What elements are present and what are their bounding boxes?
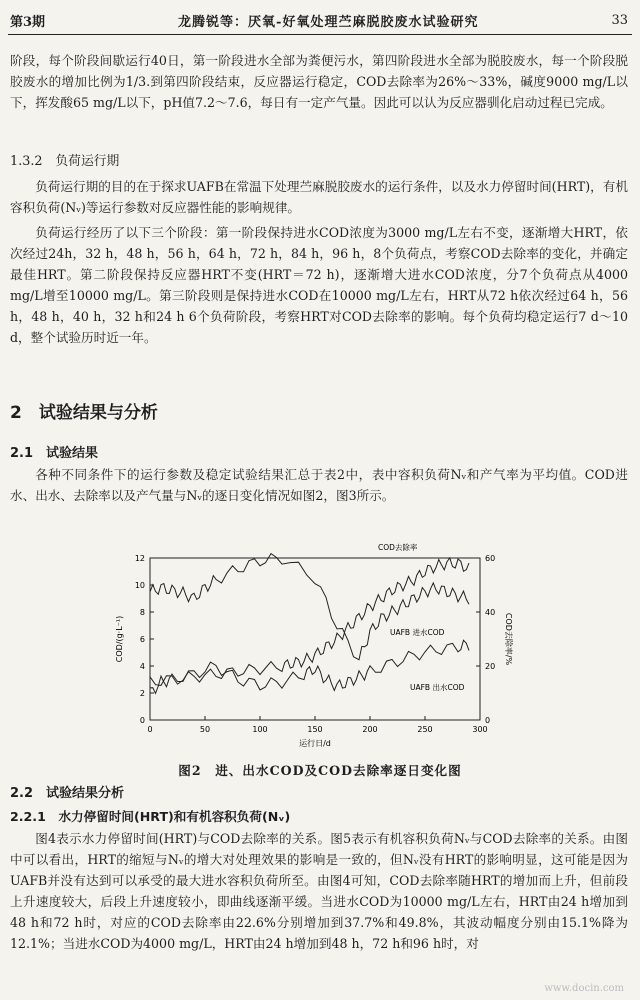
figure-2-chart: [110, 540, 530, 760]
y2-axis-label: COD去除率/%: [504, 612, 513, 666]
y-tick-label: 8: [139, 608, 145, 617]
section-2-2-1-heading: 2.2.1 水力停留时间(HRT)和有机容积负荷(Nᵥ): [10, 809, 291, 824]
y-tick-label: 4: [139, 662, 145, 671]
y-tick-label: 10: [134, 581, 145, 590]
figure-2-caption: 图2 进、出水COD及COD去除率逐日变化图: [178, 763, 462, 778]
series-influent-cod: [150, 554, 469, 660]
y-tick-label: 12: [134, 554, 145, 563]
x-tick-label: 100: [252, 725, 268, 734]
header-rule: [8, 34, 632, 35]
plot-frame: [150, 558, 480, 720]
y-tick-label: 0: [139, 716, 145, 725]
series-effluent-cod-label: UAFB 出水COD: [410, 683, 465, 692]
paragraph-load-stages: 负荷运行经历了以下三个阶段：第一阶段保持进水COD浓度为3000 mg/L左右不变，逐渐增大HRT，依次经过24h，32 h，48 h，56 h，64 h，72 h，84 h，96 h，8个负荷点，考察COD去除率的变化，并确定最佳HRT。第二阶段保持反应器HRT不变(HRT＝72 h)，逐渐增大进水COD浓度，分7个负荷点从4000 mg/L增至10000 mg/L。第三阶段则是保持进水COD在10000 mg/L左右，HRT从72 h依次经过64 h，56 h，48 h，40 h，32 h和24 h 6个负荷阶段，考察HRT对COD去除率的影响。每个负荷均稳定运行7 d～10 d，整个试验历时近一年。: [10, 225, 628, 345]
watermark: www.docin.com: [544, 983, 624, 994]
y2-tick-label: 0: [485, 716, 491, 725]
issue-number: 第3期: [10, 14, 46, 30]
section-1-3-2-heading: 1.3.2 负荷运行期: [10, 154, 120, 169]
running-header: [10, 6, 628, 34]
x-tick-label: 250: [417, 725, 433, 734]
x-tick-label: 150: [307, 725, 323, 734]
series-influent-cod-label: UAFB 进水COD: [390, 628, 445, 637]
y2-tick-label: 60: [485, 554, 496, 563]
paragraph-results-summary: 各种不同条件下的运行参数及稳定试验结果汇总于表2中，表中容积负荷Nᵥ和产气率为平均值。COD进水、出水、去除率以及产气量与Nᵥ的逐日变化情况如图2，图3所示。: [10, 467, 628, 503]
y2-tick-label: 20: [485, 662, 496, 671]
paragraph-load-purpose: 负荷运行期的目的在于探求UAFB在常温下处理苎麻脱胶废水的运行条件，以及水力停留时间(HRT)，有机容积负荷(Nᵥ)等运行参数对反应器性能的影响规律。: [10, 179, 628, 215]
x-tick-label: 300: [472, 725, 488, 734]
y2-tick-label: 40: [485, 608, 496, 617]
x-axis-label: 运行日/d: [299, 739, 331, 748]
x-tick-label: 50: [199, 725, 211, 734]
x-tick-label: 200: [362, 725, 378, 734]
section-2-1-heading: 2.1 试验结果: [10, 446, 99, 461]
x-tick-label: 0: [147, 725, 153, 734]
paragraph-hrt-analysis: 图4表示水力停留时间(HRT)与COD去除率的关系。图5表示有机容积负荷Nᵥ与COD去除率的关系。由图中可以看出，HRT的缩短与Nᵥ的增大对处理效果的影响是一致的，但Nᵥ没有HRT的影响明显，这可能是因为UAFB并没有达到可以承受的最大进水容积负荷所至。由图4可知，COD去除率随HRT的增加而上升，但前段上升速度较大，后段上升速度较小，即曲线逐渐平缓。当进水COD为10000 mg/L左右，HRT由24 h增加到48 h和72 h时，对应的COD去除率由22.6%分别增加到37.7%和49.8%，其波动幅度分别由15.1%降为12.1%；当进水COD为4000 mg/L，HRT由24 h增加到48 h，72 h和96 h时，对: [10, 831, 628, 951]
page-number: 33: [611, 12, 628, 28]
y-tick-label: 2: [139, 689, 145, 698]
y-axis-label: COD/(g·L⁻¹): [115, 615, 124, 663]
paragraph-startup-end: 阶段，每个阶段间歇运行40日，第一阶段进水全部为粪便污水，第四阶段进水全部为脱胶废水，每一个阶段脱胶废水的增加比例为1/3.到第四阶段结束，反应器运行稳定，COD去除率为26%～33%，碱度9000 mg/L以下，挥发酸65 mg/L以下，pH值7.2～7.6，每日有一定产气量。因此可以认为反应器驯化启动过程已完成。: [10, 53, 628, 110]
running-title: 龙腾锐等：厌氧-好氧处理苎麻脱胶废水试验研究: [178, 14, 479, 30]
y-tick-label: 6: [139, 635, 145, 644]
section-2-heading: 2 试验结果与分析: [10, 403, 158, 423]
section-2-2-heading: 2.2 试验结果分析: [10, 786, 125, 801]
series-cod-removal-label: COD去除率: [378, 543, 418, 552]
